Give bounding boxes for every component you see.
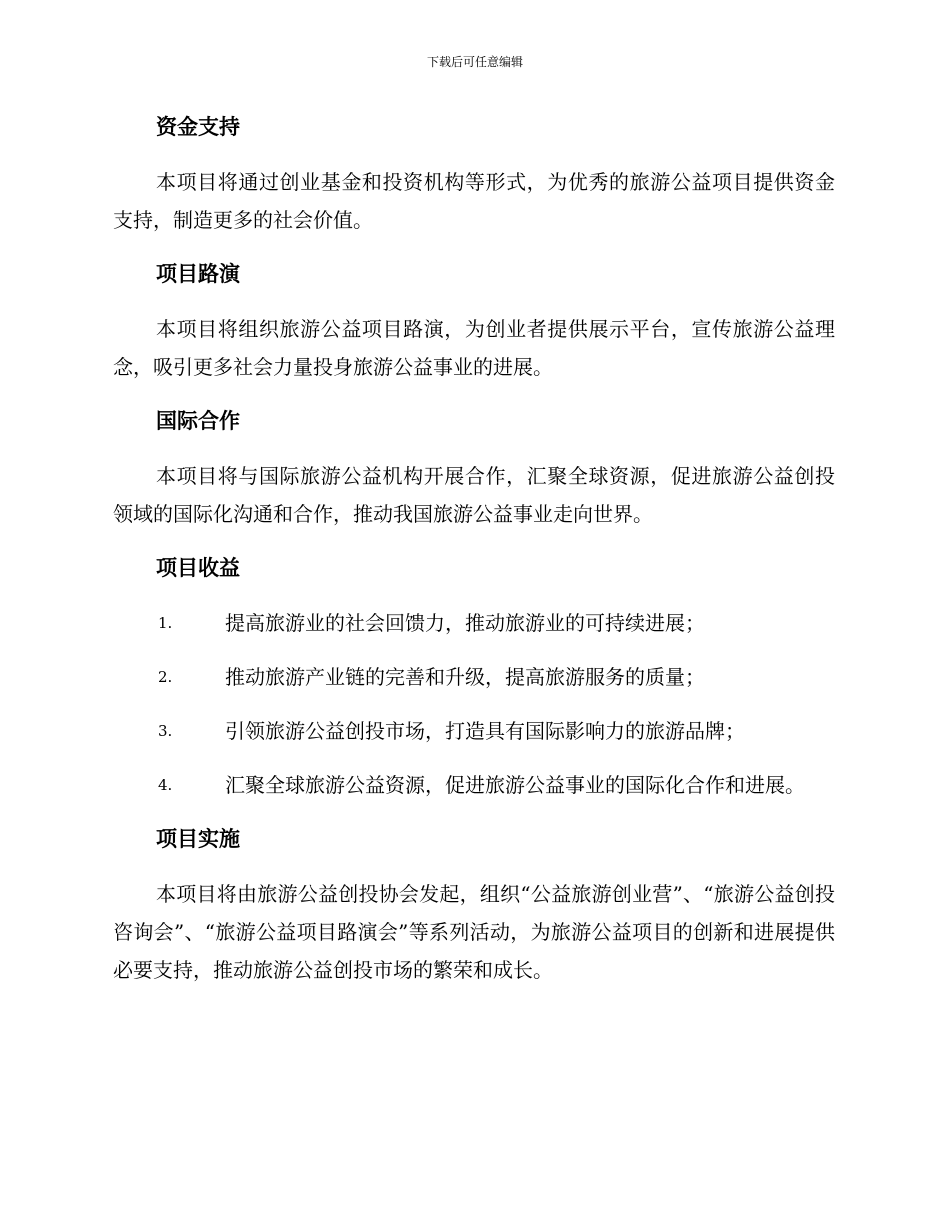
page-header-note: 下载后可任意编辑	[426, 55, 523, 69]
benefits-list	[113, 604, 835, 804]
list-item-text: 提高旅游业的社会回馈力，推动旅游业的可持续进展；	[225, 611, 705, 635]
section-heading-implementation: 项目实施	[156, 827, 240, 851]
list-item	[113, 604, 835, 642]
list-item-number: 3.	[158, 722, 173, 740]
list-item	[113, 766, 835, 804]
section-heading-benefits: 项目收益	[156, 556, 240, 580]
list-item-text: 引领旅游公益创投市场，打造具有国际影响力的旅游品牌；	[225, 719, 745, 743]
list-item	[113, 658, 835, 696]
section-paragraph-implementation: 本项目将由旅游公益创投协会发起，组织“公益旅游创业营”、“旅游公益创投咨询会”、“旅游公益项目路演会”等系列活动，为旅游公益项目的创新和进展提供必要支持，推动旅游公益创投市场的繁荣和成长。	[113, 882, 835, 982]
list-item-number: 2.	[158, 668, 173, 686]
section-heading-roadshow: 项目路演	[156, 262, 240, 286]
section-heading-funding: 资金支持	[156, 115, 240, 139]
list-item-number: 1.	[158, 614, 173, 632]
list-item-text: 推动旅游产业链的完善和升级，提高旅游服务的质量；	[225, 665, 705, 689]
list-item	[113, 712, 835, 750]
section-paragraph-international: 本项目将与国际旅游公益机构开展合作，汇聚全球资源，促进旅游公益创投领域的国际化沟通和合作，推动我国旅游公益事业走向世界。	[113, 464, 835, 526]
list-item-text: 汇聚全球旅游公益资源，促进旅游公益事业的国际化合作和进展。	[225, 773, 805, 797]
section-paragraph-roadshow: 本项目将组织旅游公益项目路演，为创业者提供展示平台，宣传旅游公益理念，吸引更多社会力量投身旅游公益事业的进展。	[113, 317, 835, 379]
section-paragraph-funding: 本项目将通过创业基金和投资机构等形式，为优秀的旅游公益项目提供资金支持，制造更多的社会价值。	[113, 170, 835, 232]
list-item-number: 4.	[158, 776, 173, 794]
document-body	[113, 108, 835, 989]
section-heading-international: 国际合作	[156, 409, 240, 433]
